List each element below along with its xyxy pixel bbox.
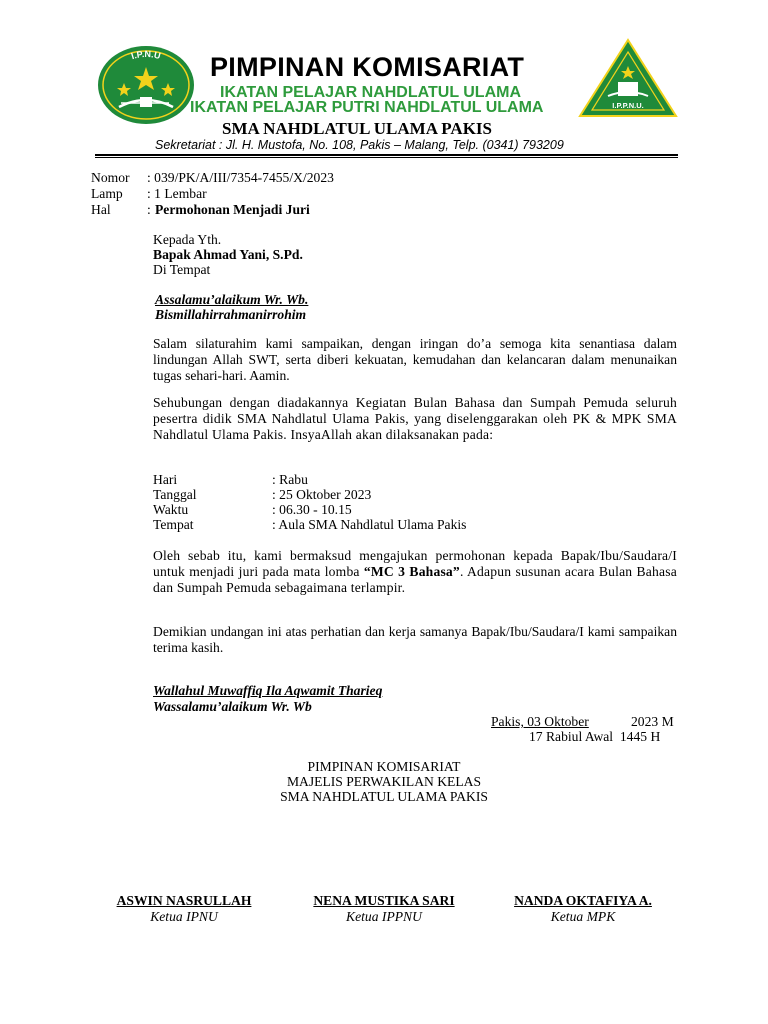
recipient-name: Bapak Ahmad Yani, S.Pd. xyxy=(153,247,303,262)
ippnu-logo-text: I.P.P.N.U. xyxy=(612,101,644,110)
letterhead-title: PIMPINAN KOMISARIAT xyxy=(210,52,525,82)
schedule-label: Hari xyxy=(153,472,178,487)
schedule-value: : 25 Oktober 2023 xyxy=(272,487,372,502)
schedule-row xyxy=(153,517,513,532)
schedule-value: : 06.30 - 10.15 xyxy=(272,502,352,517)
hal-colon: : xyxy=(147,202,151,217)
letterhead-subtitle-ippnu: IKATAN PELAJAR PUTRI NAHDLATUL ULAMA xyxy=(190,99,544,116)
greeting-basmalah: Bismillahirrahmanirrohim xyxy=(155,307,307,322)
signatory-mpk xyxy=(493,893,673,925)
signatory-name: NENA MUSTIKA SARI xyxy=(313,893,455,908)
paragraph-event-intro: Sehubungan dengan diadakannya Kegiatan Bulan Bahasa dan Sumpah Pemuda seluruh pesertra didik SMA Nahdlatul Ulama Pakis, yang diselenggarakan oleh PK & MPK SMA Nahdlatul Ulama Pakis. InsyaAllah akan dilaksanakan pada: xyxy=(153,395,677,442)
signatory-org-line2: MAJELIS PERWAKILAN KELAS xyxy=(286,774,482,789)
closing-salam: Wassalamu’alaikum Wr. Wb xyxy=(153,699,312,714)
schedule-value: : Rabu xyxy=(272,472,308,487)
date-masehi-city: Pakis, 03 Oktober xyxy=(491,714,589,729)
date-masehi-year: 2023 M xyxy=(631,714,674,729)
schedule-label: Tanggal xyxy=(153,487,197,502)
letterhead-divider-thick xyxy=(95,154,678,156)
signatory-org-line1: PIMPINAN KOMISARIAT xyxy=(307,759,461,774)
signatory-role: Ketua IPNU xyxy=(150,909,218,924)
paragraph-closing: Demikian undangan ini atas perhatian dan kerja samanya Bapak/Ibu/Saudara/I kami sampaikan terima kasih. xyxy=(153,624,677,655)
competition-name: “MC 3 Bahasa” xyxy=(363,564,460,579)
nomor-label: Nomor xyxy=(91,170,130,185)
schedule-table xyxy=(153,472,513,532)
recipient-line1: Kepada Yth. xyxy=(153,232,222,247)
date-hijri: 17 Rabiul Awal 1445 H xyxy=(529,729,661,744)
signatory-role: Ketua IPPNU xyxy=(346,909,422,924)
greeting-salam: Assalamu’alaikum Wr. Wb. xyxy=(155,292,309,307)
signatory-ipnu xyxy=(94,893,274,925)
schedule-label: Tempat xyxy=(153,517,194,532)
ipnu-logo xyxy=(97,45,195,125)
schedule-row xyxy=(153,472,513,487)
schedule-label: Waktu xyxy=(153,502,189,517)
request-text-after: . Adapun susunan acara Bulan Bahasa dan Sumpah Pemuda sebagaimana terlampir. xyxy=(153,564,677,595)
nomor-value: : 039/PK/A/III/7354-7455/X/2023 xyxy=(147,170,334,185)
request-text-before: Oleh sebab itu, kami bermaksud mengajukan permohonan kepada Bapak/Ibu/Saudara/I untuk menjadi juri pada mata lomba xyxy=(153,548,677,579)
lamp-value: : 1 Lembar xyxy=(147,186,207,201)
signatory-role: Ketua MPK xyxy=(550,909,616,924)
schedule-row xyxy=(153,502,513,517)
hal-label: Hal xyxy=(91,202,111,217)
ipnu-emblem-icon xyxy=(97,45,195,125)
letterhead-divider-thin xyxy=(95,157,678,158)
hal-value: Permohonan Menjadi Juri xyxy=(155,202,310,217)
signatory-name: NANDA OKTAFIYA A. xyxy=(514,893,652,908)
letterhead-subtitle-ipnu: IKATAN PELAJAR NAHDLATUL ULAMA xyxy=(220,84,522,101)
schedule-row xyxy=(153,487,513,502)
signatory-org-line3: SMA NAHDLATUL ULAMA PAKIS xyxy=(280,789,488,804)
letterhead-address: Sekretariat : Jl. H. Mustofa, No. 108, Pakis – Malang, Telp. (0341) 793209 xyxy=(155,138,564,152)
letterhead-school: SMA NAHDLATUL ULAMA PAKIS xyxy=(222,119,492,138)
schedule-value: : Aula SMA Nahdlatul Ulama Pakis xyxy=(272,517,467,532)
lamp-label: Lamp xyxy=(91,186,123,201)
recipient-place: Di Tempat xyxy=(153,262,211,277)
paragraph-request xyxy=(153,548,677,596)
signatory-name: ASWIN NASRULLAH xyxy=(116,893,252,908)
closing-wallahul: Wallahul Muwaffiq Ila Aqwamit Tharieq xyxy=(153,683,383,698)
signatory-ippnu xyxy=(294,893,474,925)
ipnu-logo-text: I.P.N.U xyxy=(129,48,162,62)
ippnu-emblem-icon xyxy=(578,38,678,118)
paragraph-salam: Salam silaturahim kami sampaikan, dengan iringan do’a semoga kita senantiasa dalam lindungan Allah SWT, serta diberi kekuatan, kemudahan dan kelancaran dalam menunaikan tugas sehari-hari. Aamin. xyxy=(153,336,677,383)
ippnu-logo xyxy=(578,38,678,118)
